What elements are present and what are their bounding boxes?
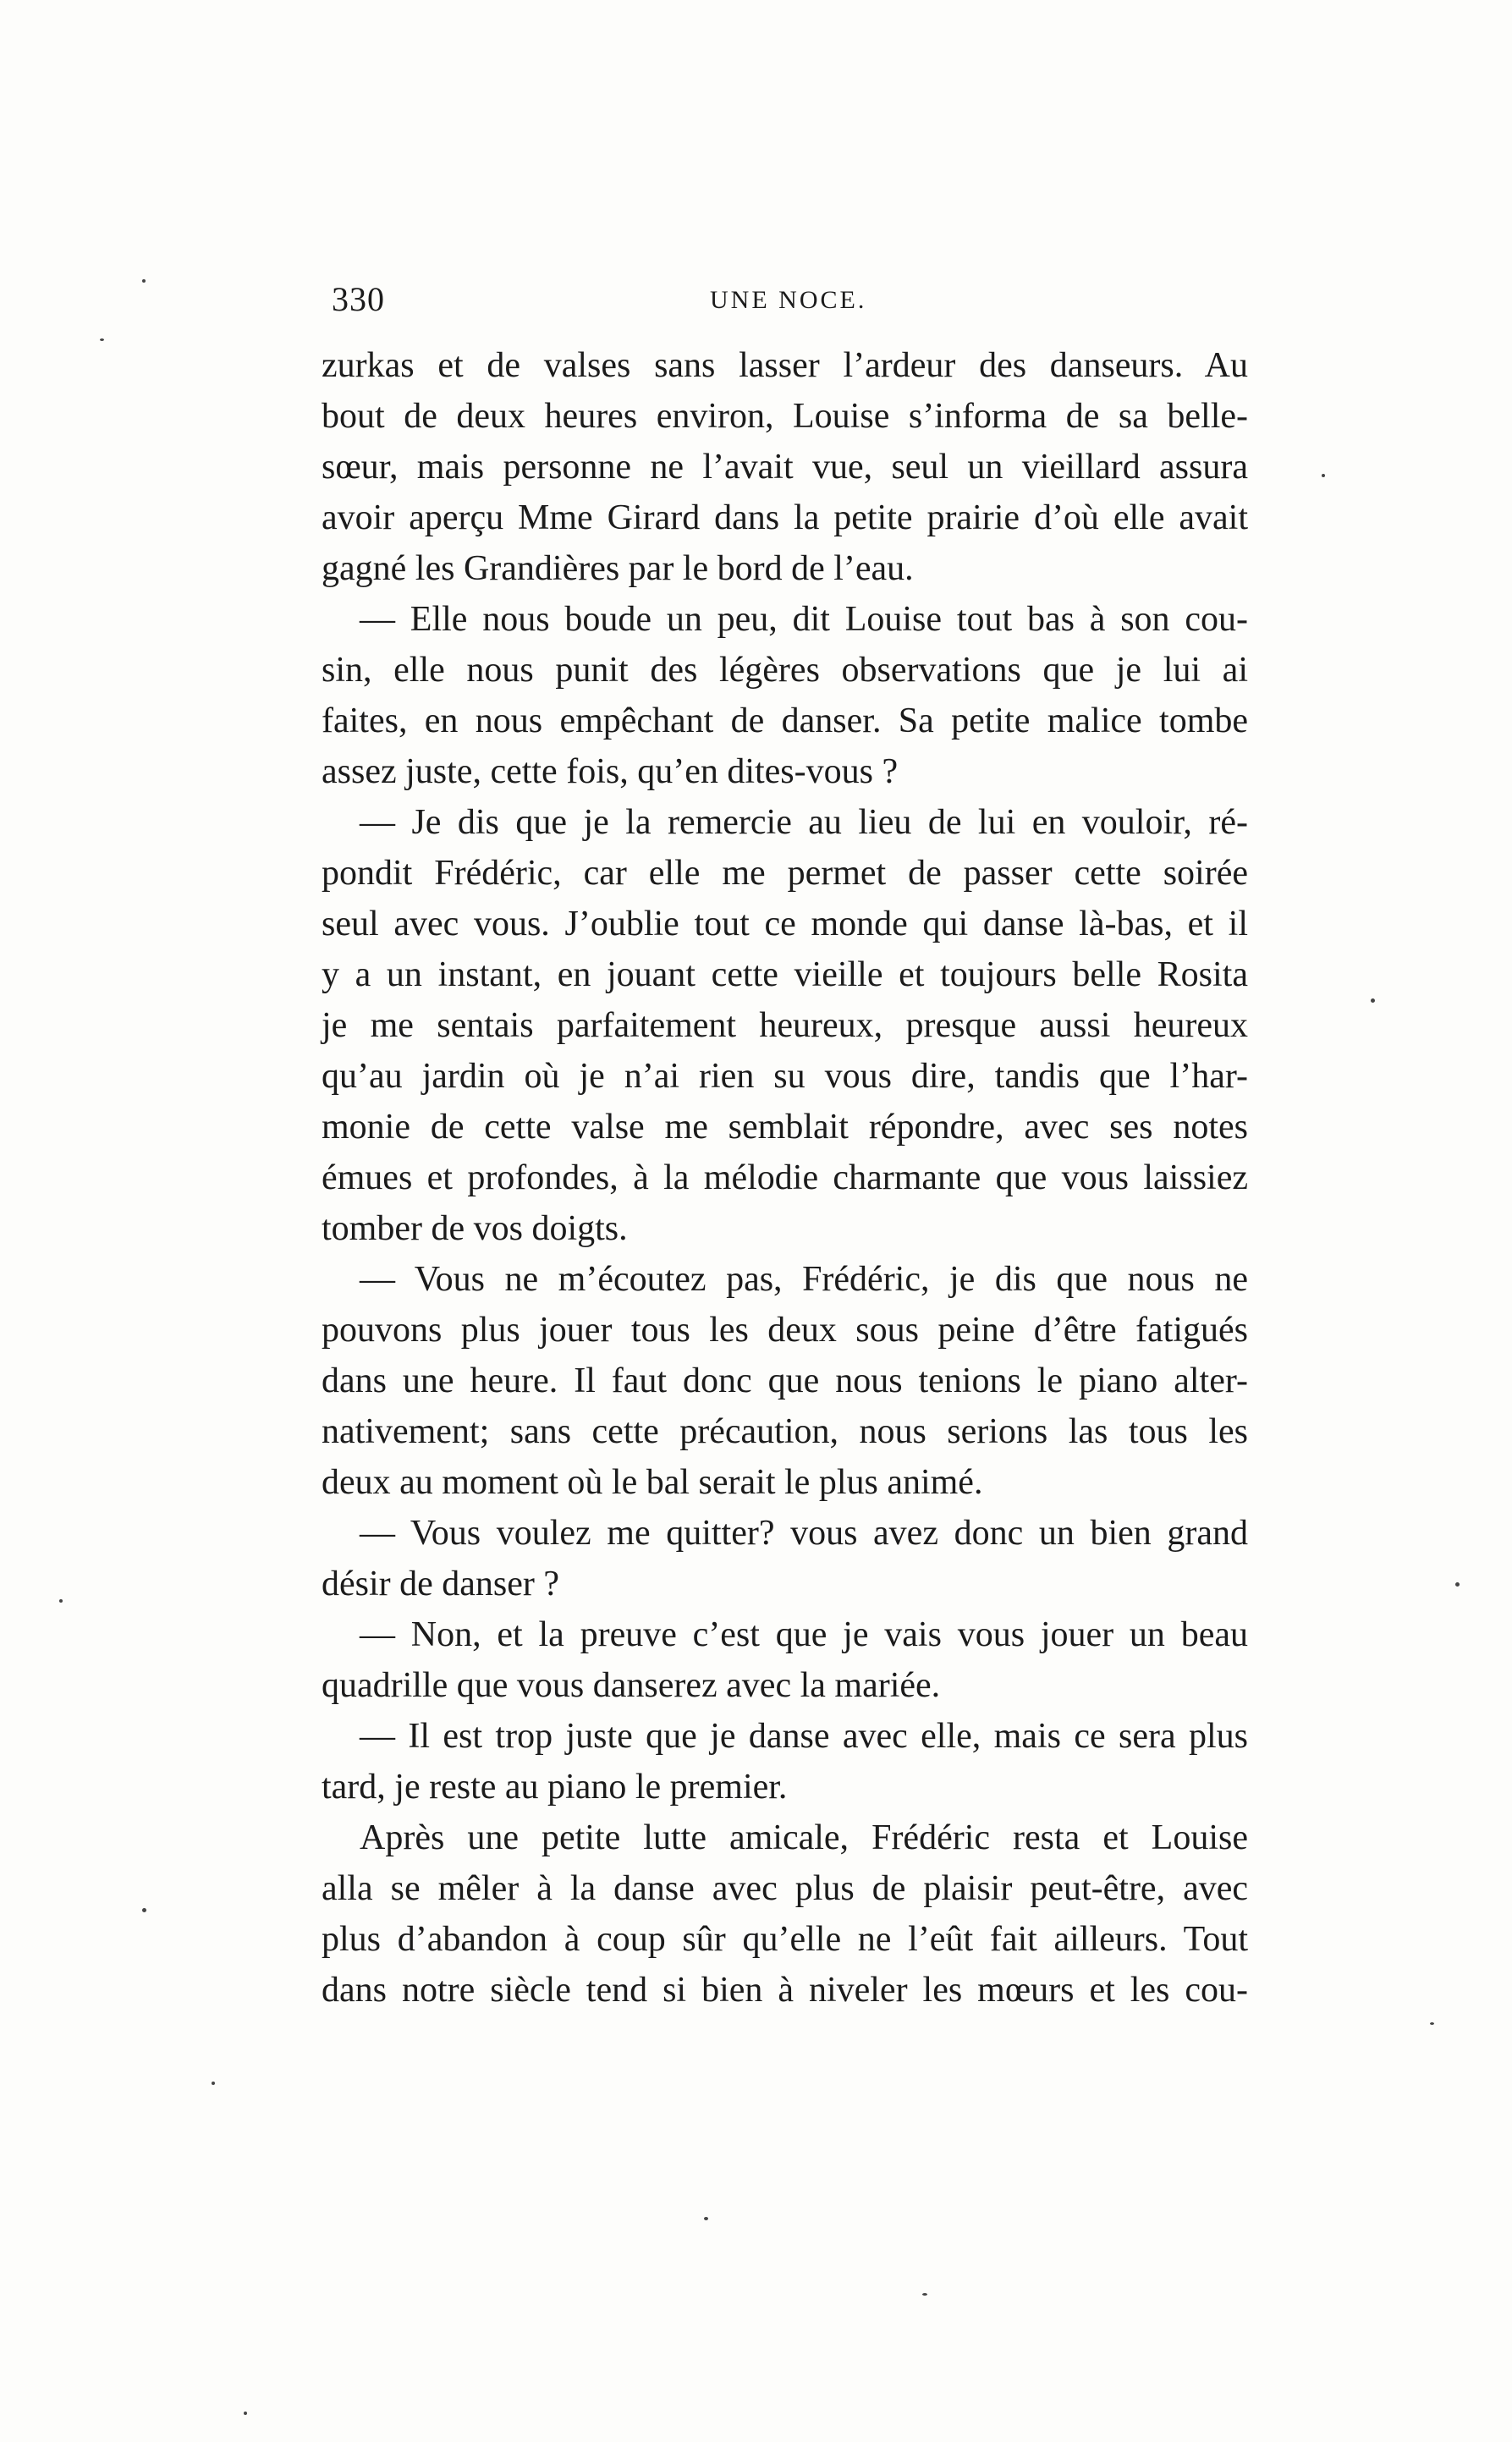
text-line: — Non, et la preuve c’est que je vais vous jouer un beau xyxy=(360,1615,1248,1654)
text-line: monie de cette valse me semblait répondre, avec ses notes xyxy=(322,1108,1248,1147)
text-line: bout de deux heures environ, Louise s’informa de sa belle- xyxy=(322,397,1248,436)
text-line: — Je dis que je la remercie au lieu de lui en vouloir, ré- xyxy=(360,803,1248,842)
text-line: seul avec vous. J’oublie tout ce monde qui danse là-bas, et il xyxy=(322,905,1248,943)
text-line: pouvons plus jouer tous les deux sous peine d’être fatigués xyxy=(322,1311,1248,1350)
scan-speck xyxy=(1371,998,1375,1003)
text-line: dans notre siècle tend si bien à niveler les mœurs et les cou- xyxy=(322,1971,1248,2010)
text-line: Après une petite lutte amicale, Frédéric resta et Louise xyxy=(360,1818,1248,1857)
page-number: 330 xyxy=(332,280,385,318)
text-line: nativement; sans cette précaution, nous serions las tous les xyxy=(322,1412,1248,1451)
text-line: émues et profondes, à la mélodie charmante que vous laissiez xyxy=(322,1158,1248,1197)
text-line: zurkas et de valses sans lasser l’ardeur des danseurs. Au xyxy=(322,346,1248,385)
scan-speck xyxy=(922,2293,927,2296)
text-line: avoir aperçu Mme Girard dans la petite prairie d’où elle avait xyxy=(322,498,1248,537)
text-line: tomber de vos doigts. xyxy=(322,1209,628,1248)
text-line: plus d’abandon à coup sûr qu’elle ne l’eût fait ailleurs. Tout xyxy=(322,1920,1248,1959)
text-line: assez juste, cette fois, qu’en dites-vous ? xyxy=(322,752,899,791)
scan-speck xyxy=(1430,2022,1434,2025)
text-line: qu’au jardin où je n’ai rien su vous dire, tandis que l’har- xyxy=(322,1057,1248,1096)
running-title: UNE NOCE. xyxy=(710,286,867,314)
scan-speck xyxy=(142,1908,146,1912)
text-line: pondit Frédéric, car elle me permet de passer cette soirée xyxy=(322,854,1248,893)
text-line: quadrille que vous danserez avec la mariée. xyxy=(322,1666,941,1705)
text-line: alla se mêler à la danse avec plus de plaisir peut-être, avec xyxy=(322,1869,1248,1908)
text-line: dans une heure. Il faut donc que nous tenions le piano alter- xyxy=(322,1361,1248,1400)
scan-speck xyxy=(59,1599,63,1603)
text-line: je me sentais parfaitement heureux, presque aussi heureux xyxy=(322,1006,1248,1045)
text-line: sœur, mais personne ne l’avait vue, seul un vieillard assura xyxy=(322,448,1248,487)
text-line: gagné les Grandières par le bord de l’eau. xyxy=(322,549,914,588)
text-line: — Vous voulez me quitter? vous avez donc un bien grand xyxy=(360,1514,1248,1553)
text-line: — Elle nous boude un peu, dit Louise tout bas à son cou- xyxy=(360,600,1248,639)
scan-speck xyxy=(704,2217,708,2220)
page-header xyxy=(332,279,1254,330)
text-line: deux au moment où le bal serait le plus animé. xyxy=(322,1463,983,1502)
scan-speck xyxy=(244,2412,247,2415)
text-line: sin, elle nous punit des légères observations que je lui ai xyxy=(322,651,1248,690)
text-line: faites, en nous empêchant de danser. Sa petite malice tombe xyxy=(322,701,1248,740)
scan-speck xyxy=(100,338,104,341)
text-line: — Il est trop juste que je danse avec elle, mais ce sera plus xyxy=(360,1717,1248,1756)
scan-speck xyxy=(212,2082,215,2085)
scan-speck xyxy=(142,279,146,283)
text-line: — Vous ne m’écoutez pas, Frédéric, je dis que nous ne xyxy=(360,1260,1248,1299)
scan-speck xyxy=(1322,474,1325,477)
text-line: y a un instant, en jouant cette vieille et toujours belle Rosita xyxy=(322,955,1248,994)
text-line: tard, je reste au piano le premier. xyxy=(322,1768,788,1807)
text-line: désir de danser ? xyxy=(322,1565,560,1603)
scan-speck xyxy=(1455,1582,1460,1587)
